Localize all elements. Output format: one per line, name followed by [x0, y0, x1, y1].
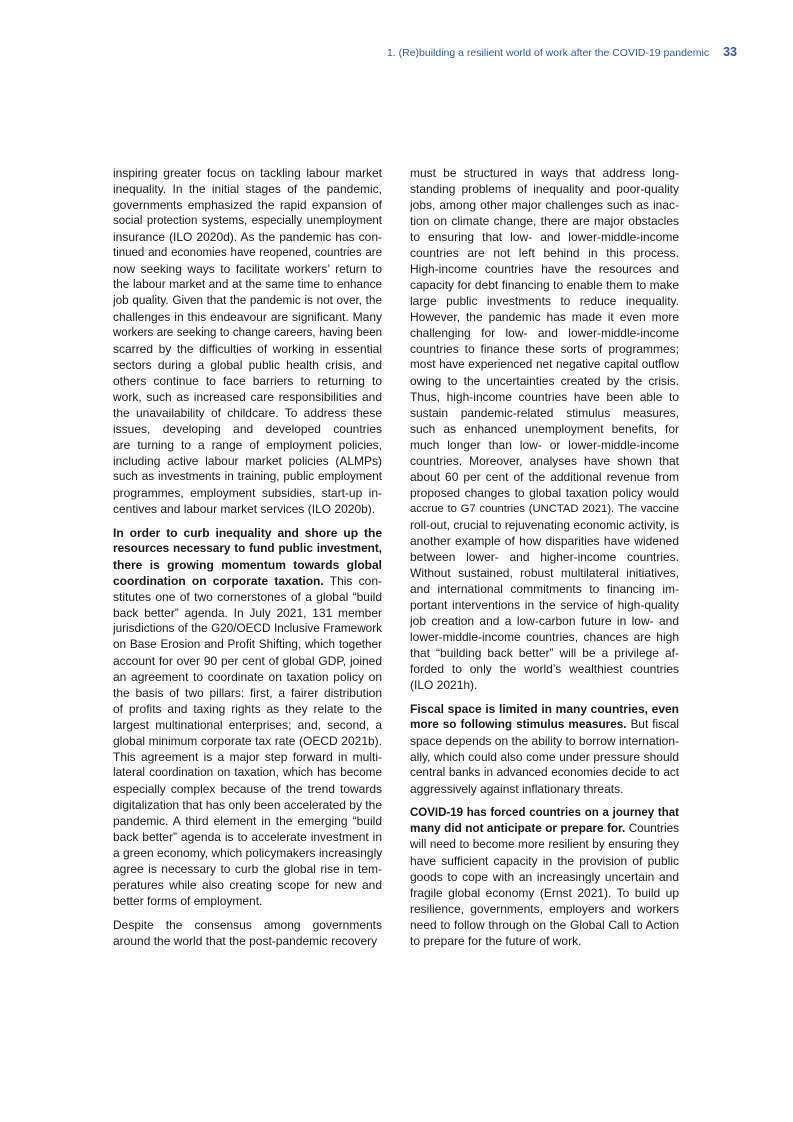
bold-lead-text: many did not anticipate or prepare for. — [410, 822, 626, 835]
body-text: countries. Moreover, analyses have shown that — [410, 454, 679, 468]
body-text: another example of how disparities have widened — [410, 534, 679, 548]
bold-lead-text: resources necessary to fund public investment, — [113, 542, 382, 555]
right-column — [410, 165, 679, 957]
body-text: lateral coordination on taxation, which has become — [113, 766, 382, 779]
text-line — [113, 405, 382, 421]
text-line — [410, 277, 679, 293]
text-line — [410, 405, 679, 421]
text-line — [113, 277, 382, 293]
body-text: fragile global economy (Ernst 2021). To build up — [410, 886, 679, 900]
text-line — [410, 661, 679, 677]
page-number: 33 — [723, 45, 737, 59]
text-line — [113, 765, 382, 781]
body-text: the labour market and at the same time to enhance — [113, 278, 382, 291]
body-text: to ensuring that low- and lower-middle-income — [410, 230, 679, 244]
body-text: job creation and a low-carbon future in low- and — [410, 614, 679, 628]
body-text: challenging for low- and lower-middle-income — [410, 326, 679, 340]
body-text: others continue to face barriers to returning to — [113, 374, 382, 388]
body-text: portant interventions in the service of high-quality — [410, 598, 679, 612]
text-line — [113, 917, 382, 933]
text-line — [113, 389, 382, 405]
text-line — [410, 213, 679, 229]
text-line — [113, 525, 382, 541]
text-line — [113, 197, 382, 213]
text-line — [410, 421, 679, 437]
text-line — [410, 469, 679, 485]
body-text: proposed changes to global taxation policy would — [410, 486, 679, 500]
text-line — [113, 669, 382, 685]
text-line — [113, 293, 382, 309]
body-text: need to follow through on the Global Call to Action — [410, 918, 679, 932]
text-line — [113, 421, 382, 437]
text-line — [410, 853, 679, 869]
body-text: inequality. In the initial stages of the pandemic, — [113, 182, 382, 196]
body-text: back better” agenda is to accelerate investment in — [113, 830, 382, 844]
body-text: This agreement is a major step forward in multi- — [113, 750, 382, 764]
body-text: capacity for debt financing to enable them to make — [410, 278, 679, 292]
body-text: resilience, governments, employers and workers — [410, 902, 679, 916]
text-line — [113, 437, 382, 453]
text-line — [410, 869, 679, 885]
text-line — [113, 485, 382, 501]
body-text: inspiring greater focus on tackling labour market — [113, 166, 382, 180]
body-text: challenges in this endeavour are significant. Many — [113, 310, 382, 324]
text-line — [113, 637, 382, 653]
text-line — [410, 325, 679, 341]
text-line — [410, 901, 679, 917]
body-text: sustain pandemic-related stimulus measures, — [410, 406, 679, 420]
text-line — [113, 797, 382, 813]
text-line — [410, 453, 679, 469]
body-text: issues, developing and developed countries — [113, 422, 382, 436]
text-line — [410, 701, 679, 717]
body-text: a green economy, which policymakers increasingly — [113, 846, 382, 860]
body-text: to prepare for the future of work. — [410, 934, 582, 948]
body-text: most have experienced net negative capital outflow — [410, 358, 679, 371]
body-text: standing problems of inequality and poor-quality — [410, 182, 679, 196]
body-text: programmes, employment subsidies, start-up in- — [113, 486, 382, 500]
text-line — [113, 733, 382, 749]
text-line — [113, 701, 382, 717]
body-text: space depends on the ability to borrow internation- — [410, 734, 679, 748]
body-text: pandemic. A third element in the emerging “build — [113, 814, 382, 828]
text-line — [113, 213, 382, 229]
text-line — [410, 549, 679, 565]
body-text: tion on climate change, there are major obstacles — [410, 214, 679, 228]
running-header — [387, 45, 737, 59]
body-text: owing to the uncertainties created by the crisis. — [410, 374, 679, 388]
text-line — [410, 533, 679, 549]
body-text: agree is necessary to curb the global rise in tem- — [113, 862, 382, 876]
text-line — [410, 677, 679, 693]
text-line — [410, 341, 679, 357]
body-text: peratures while also creating scope for new and — [113, 878, 382, 892]
text-line — [410, 229, 679, 245]
text-line — [113, 717, 382, 733]
text-line — [113, 501, 382, 517]
body-text: goods to cope with an increasingly uncertain and — [410, 870, 679, 884]
running-title: 1. (Re)building a resilient world of work after the COVID-19 pandemic — [386, 47, 710, 59]
text-line — [410, 613, 679, 629]
body-text: Despite the consensus among governments — [113, 918, 382, 932]
text-line — [113, 325, 382, 341]
body-text: forded to only the world’s wealthiest countries — [410, 662, 679, 676]
text-line — [113, 781, 382, 797]
body-text: ally, which could also come under pressure should — [410, 750, 679, 764]
body-text: However, the pandemic has made it even more — [410, 310, 679, 324]
text-line — [410, 781, 679, 797]
text-line — [410, 197, 679, 213]
body-text: aggressively against inflationary threats. — [410, 782, 624, 796]
text-line — [410, 437, 679, 453]
text-line — [410, 805, 679, 821]
body-text: Countries — [625, 822, 679, 835]
body-text: countries are not left behind in this process. — [410, 246, 679, 260]
bold-lead-text: COVID-19 has forced countries on a journey that — [410, 807, 679, 819]
text-line — [410, 837, 679, 853]
text-line — [113, 557, 382, 573]
body-text: must be structured in ways that address long- — [410, 166, 679, 180]
body-text: central banks in advanced economies decide to act — [410, 766, 679, 779]
body-text: the unavailability of childcare. To address these — [113, 406, 382, 420]
text-line — [410, 645, 679, 661]
text-line — [410, 885, 679, 901]
body-text: insurance (ILO 2020d). As the pandemic has con- — [113, 230, 382, 244]
text-line — [410, 517, 679, 533]
body-text: scarred by the difficulties of working in essential — [113, 342, 382, 356]
text-line — [410, 309, 679, 325]
text-line — [113, 877, 382, 893]
body-text: workers are seeking to change careers, having been — [113, 327, 382, 339]
body-text: such as enhanced unemployment benefits, for — [410, 422, 679, 436]
text-line — [113, 605, 382, 621]
text-line — [410, 565, 679, 581]
text-line — [113, 309, 382, 325]
text-line — [113, 589, 382, 605]
body-text: accrue to G7 countries (UNCTAD 2021). The vaccine — [410, 503, 679, 515]
bold-lead-text: there is growing momentum towards global — [113, 558, 382, 572]
text-line — [410, 597, 679, 613]
body-text: largest multinational enterprises; and, second, a — [113, 718, 382, 732]
text-line — [113, 165, 382, 181]
text-line — [113, 829, 382, 845]
text-line — [113, 261, 382, 277]
body-text: digitalization that has only been accelerated by the — [113, 798, 382, 812]
text-line — [113, 181, 382, 197]
text-line — [113, 341, 382, 357]
body-text: have sufficient capacity in the provision of public — [410, 854, 679, 868]
text-line — [410, 765, 679, 781]
text-line — [113, 861, 382, 877]
text-line — [113, 469, 382, 485]
body-text: This con- — [323, 574, 382, 588]
text-line — [113, 933, 382, 949]
body-text: lower-middle-income countries, chances are high — [410, 630, 679, 644]
text-line — [113, 685, 382, 701]
body-text: back better” agenda. In July 2021, 131 member — [113, 606, 382, 620]
text-line — [113, 453, 382, 469]
body-text: governments emphasized the rapid expansion of — [113, 198, 382, 212]
body-text: will need to become more resilient by ensuring they — [410, 838, 679, 851]
body-text: jobs, among other major challenges such as inac- — [410, 198, 679, 212]
body-text: large public investments to reduce inequality. — [410, 294, 679, 308]
body-text: But fiscal — [626, 718, 679, 731]
text-line — [410, 933, 679, 949]
body-text: between lower- and higher-income countries. — [410, 550, 679, 564]
text-line — [113, 893, 382, 909]
body-text: on Base Erosion and Profit Shifting, which together — [113, 638, 382, 651]
body-text: stitutes one of two cornerstones of a global “build — [113, 590, 382, 604]
body-text: around the world that the post-pandemic recovery — [113, 934, 378, 948]
text-line — [113, 357, 382, 373]
paragraph — [410, 165, 679, 693]
body-text: and international commitments to financing im- — [410, 582, 679, 596]
body-text: better forms of employment. — [113, 894, 263, 908]
body-text: now seeking ways to facilitate workers’ return to — [113, 262, 382, 276]
text-line — [410, 261, 679, 277]
text-line — [410, 717, 679, 733]
text-line — [113, 373, 382, 389]
body-text: work, such as increased care responsibilities and — [113, 390, 382, 404]
body-text: roll-out, crucial to rejuvenating economic activity, is — [410, 518, 679, 532]
body-text: job quality. Given that the pandemic is not over, the — [113, 294, 382, 307]
body-text: (ILO 2021h). — [410, 678, 478, 692]
body-text: that “building back better” will be a privilege af- — [410, 646, 679, 660]
body-text: about 60 per cent of the additional revenue from — [410, 470, 679, 484]
bold-lead-text: In order to curb inequality and shore up the — [113, 526, 382, 540]
text-line — [113, 541, 382, 557]
body-text: countries to finance these sorts of programmes; — [410, 342, 679, 356]
body-text: much longer than low- or lower-middle-income — [410, 438, 679, 452]
text-line — [113, 229, 382, 245]
text-line — [410, 373, 679, 389]
paragraph — [113, 525, 382, 909]
body-text: centives and labour market services (ILO 2020b). — [113, 502, 376, 516]
text-line — [410, 749, 679, 765]
text-line — [410, 821, 679, 837]
paragraph — [410, 805, 679, 949]
paragraph — [410, 701, 679, 797]
bold-lead-text: coordination on corporate taxation. — [113, 574, 324, 588]
bold-lead-text: more so following stimulus measures. — [410, 718, 627, 731]
body-text: tinued and economies have reopened, countries are — [113, 247, 382, 259]
body-text: such as investments in training, public employment — [113, 470, 382, 483]
text-line — [410, 485, 679, 501]
body-text: jurisdictions of the G20/OECD Inclusive Framework — [113, 622, 382, 635]
text-line — [410, 293, 679, 309]
body-text: an agreement to coordinate on taxation policy on — [113, 670, 382, 684]
paragraph — [113, 165, 382, 517]
body-text: sectors during a global public health crisis, and — [113, 358, 382, 372]
text-line — [113, 749, 382, 765]
body-text: are turning to a range of employment policies, — [113, 438, 382, 452]
body-text: Thus, high-income countries have been able to — [410, 390, 679, 404]
body-text: including active labour market policies (ALMPs) — [113, 454, 382, 468]
body-text: of profits and taxing rights as they relate to the — [113, 702, 382, 716]
text-line — [410, 917, 679, 933]
text-line — [410, 357, 679, 373]
text-line — [113, 653, 382, 669]
left-column — [113, 165, 382, 957]
text-line — [113, 573, 382, 589]
body-text: High-income countries have the resources and — [410, 262, 679, 276]
text-line — [410, 733, 679, 749]
text-line — [113, 245, 382, 261]
text-line — [410, 501, 679, 517]
text-line — [410, 629, 679, 645]
text-line — [410, 581, 679, 597]
body-text: account for over 90 per cent of global GDP, joined — [113, 654, 382, 668]
body-text: global minimum corporate tax rate (OECD 2021b). — [113, 734, 382, 748]
text-line — [410, 181, 679, 197]
bold-lead-text: Fiscal space is limited in many countries, even — [410, 702, 679, 716]
paragraph — [113, 917, 382, 949]
text-line — [113, 621, 382, 637]
text-line — [410, 165, 679, 181]
text-line — [410, 245, 679, 261]
body-text: Without sustained, robust multilateral initiatives, — [410, 566, 679, 580]
text-line — [410, 389, 679, 405]
text-line — [113, 813, 382, 829]
body-text: the basis of two pillars: first, a fairer distribution — [113, 686, 382, 700]
text-line — [113, 845, 382, 861]
body-text: especially complex because of the trend towards — [113, 782, 382, 796]
body-text: social protection systems, especially unemployment — [113, 215, 382, 227]
